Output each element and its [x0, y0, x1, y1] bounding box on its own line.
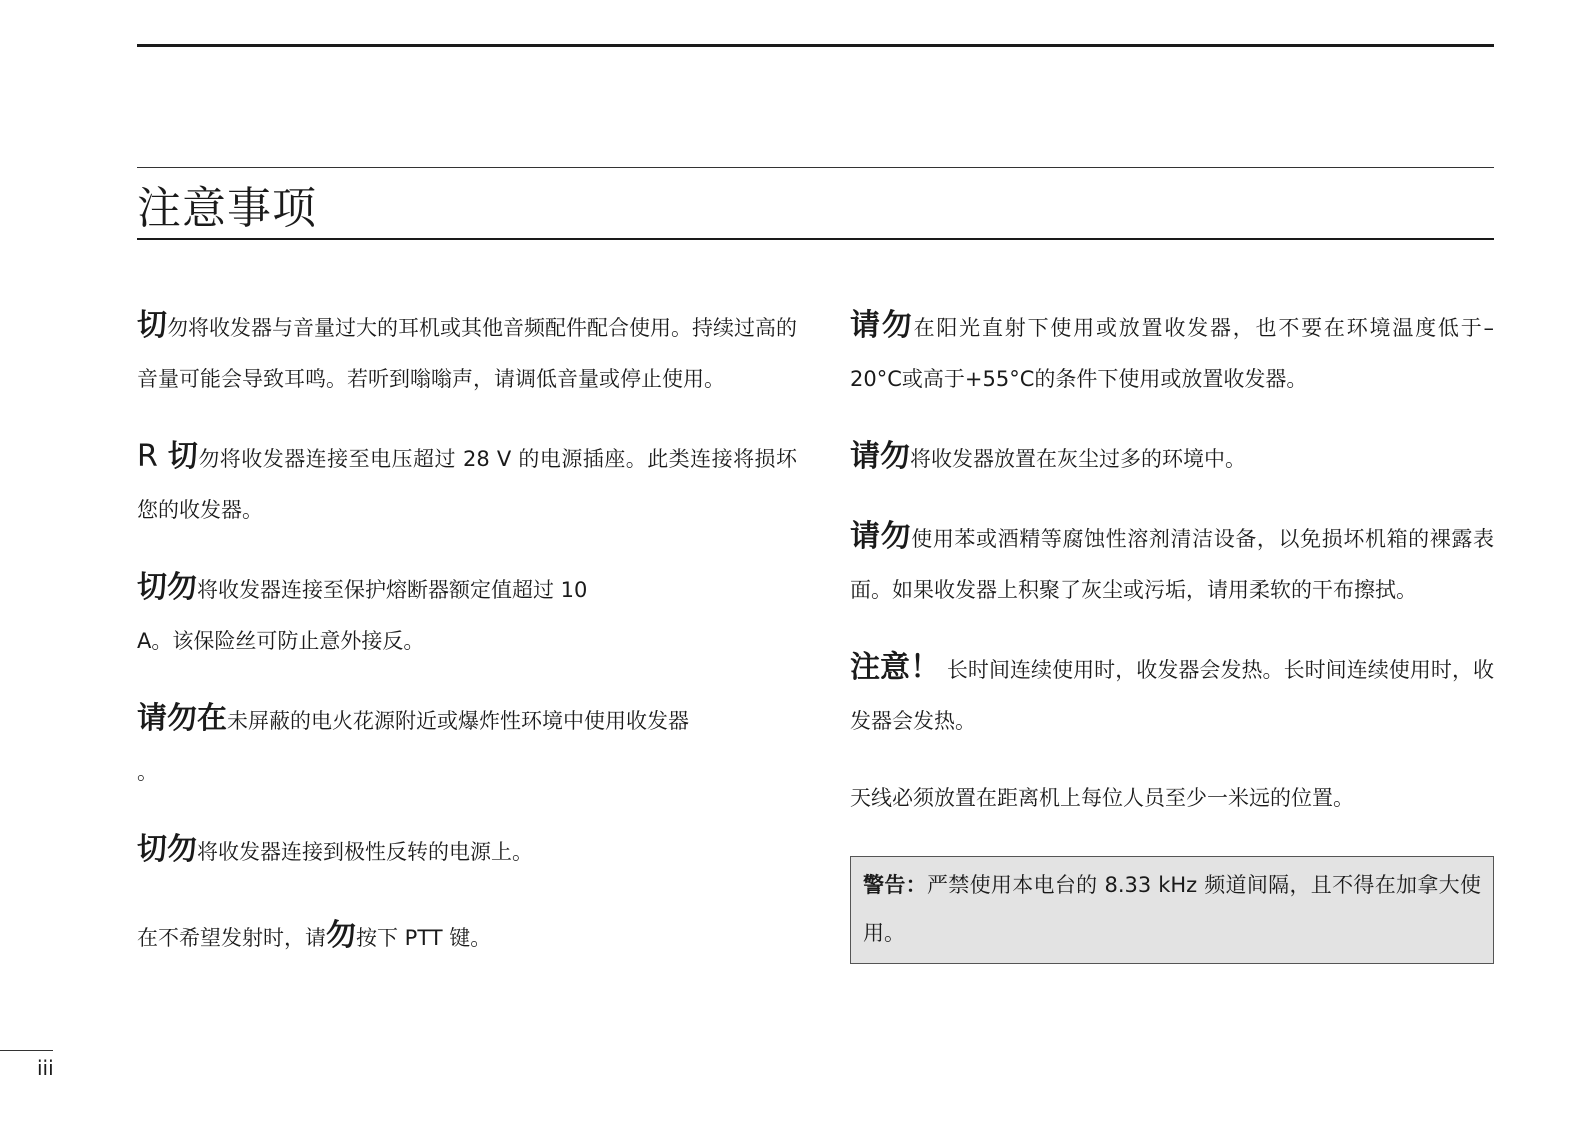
caution-prefix: R — [137, 439, 168, 474]
caution-text: 按下 PTT 键。 — [356, 926, 492, 950]
caution-lead: 请勿在 — [137, 701, 227, 736]
caution-lead: 勿 — [326, 918, 356, 953]
caution-text: 长时间连续使用时，收发器会发热。长时间连续使用时，收发器会发热。 — [850, 658, 1494, 733]
caution-headphones — [137, 300, 797, 405]
page-title: 注意事项 — [137, 183, 317, 234]
caution-lead: 请勿 — [850, 519, 912, 554]
caution-text: 在阳光直射下使用或放置收发器，也不要在环境温度低于–20°C或高于+55°C的条件下使用或放置收发器。 — [850, 316, 1494, 391]
warning-text: 严禁使用本电台的 8.33 kHz 频道间隔，且不得在加拿大使用。 — [863, 873, 1481, 945]
caution-lead: 请勿 — [850, 308, 914, 343]
caution-dust — [850, 431, 1494, 485]
page-number-rule — [0, 1050, 53, 1051]
caution-text: 勿将收发器与音量过大的耳机或其他音频配件配合使用。持续过高的音量可能会导致耳鸣。若听到嗡嗡声，请调低音量或停止使用。 — [137, 316, 797, 391]
caution-text: 将收发器放置在灰尘过多的环境中。 — [910, 447, 1246, 471]
caution-heat — [850, 642, 1494, 747]
caution-voltage — [137, 431, 797, 536]
caution-ptt — [137, 910, 797, 964]
caution-antenna — [850, 773, 1494, 824]
caution-lead: 切 — [167, 439, 199, 474]
caution-text: 将收发器连接到极性反转的电源上。 — [197, 840, 533, 864]
right-column — [850, 300, 1494, 964]
caution-text-continued: A。该保险丝可防止意外接反。 — [137, 629, 425, 653]
warning-box — [850, 856, 1494, 964]
header-rule — [137, 44, 1494, 47]
section-rule — [137, 167, 1494, 168]
caution-fuse — [137, 562, 797, 667]
caution-text: 使用苯或酒精等腐蚀性溶剂清洁设备，以免损坏机箱的裸露表面。如果收发器上积聚了灰尘或污垢，请用柔软的干布擦拭。 — [850, 527, 1495, 602]
caution-lead: 注意！ — [850, 650, 941, 685]
caution-lead: 切勿 — [137, 832, 197, 867]
left-column — [137, 300, 797, 964]
caution-polarity — [137, 824, 797, 878]
caution-text-continued: 。 — [137, 760, 158, 784]
caution-lead: 切勿 — [137, 570, 197, 605]
page-number: iii — [37, 1056, 54, 1080]
title-underline — [137, 238, 1494, 240]
warning-label: 警告： — [863, 873, 927, 897]
caution-text: 未屏蔽的电火花源附近或爆炸性环境中使用收发器 — [227, 709, 689, 733]
caution-lead: 切 — [137, 308, 167, 343]
caution-text: 天线必须放置在距离机上每位人员至少一米远的位置。 — [850, 786, 1354, 810]
caution-before: 在不希望发射时，请 — [137, 926, 326, 950]
caution-lead: 请勿 — [850, 439, 910, 474]
caution-spark — [137, 693, 797, 798]
caution-text: 将收发器连接至保护熔断器额定值超过 10 — [197, 578, 588, 602]
caution-solvents — [850, 511, 1494, 616]
caution-sunlight — [850, 300, 1494, 405]
caution-text: 勿将收发器连接至电压超过 28 V 的电源插座。此类连接将损坏您的收发器。 — [137, 447, 797, 522]
